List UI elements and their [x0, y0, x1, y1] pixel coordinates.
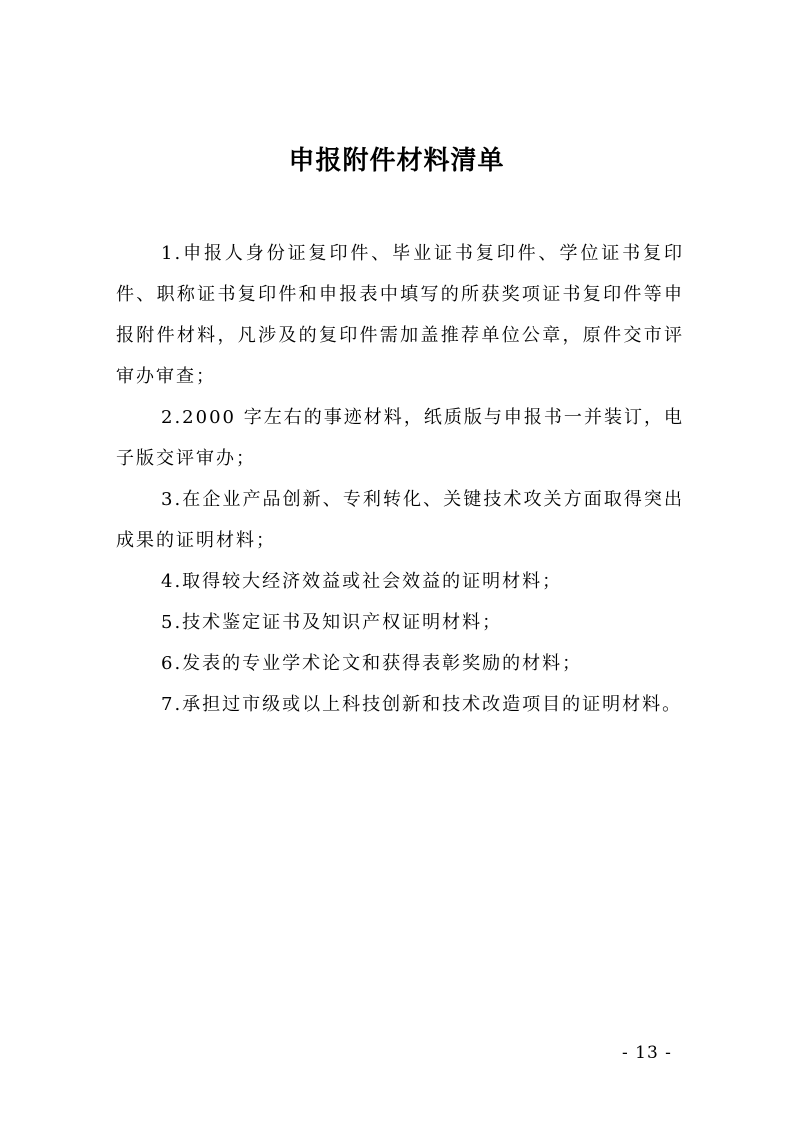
list-item-3: 3.在企业产品创新、专利转化、关键技术攻关方面取得突出成果的证明材料；: [116, 489, 684, 551]
list-item-1: 1.申报人身份证复印件、毕业证书复印件、学位证书复印件、职称证书复印件和申报表中填写的所获奖项证书复印件等申报附件材料，凡涉及的复印件需加盖推荐单位公章，原件交市评审办审查；: [116, 243, 684, 387]
list-item-7: 7.承担过市级或以上科技创新和技术改造项目的证明材料。: [161, 694, 683, 715]
list-item-2: 2.2000 字左右的事迹材料，纸质版与申报书一并装订，电子版交评审办；: [116, 407, 684, 469]
attachment-list: [116, 233, 684, 725]
list-item-4: 4.取得较大经济效益或社会效益的证明材料；: [161, 571, 563, 592]
list-item-5: 5.技术鉴定证书及知识产权证明材料；: [161, 612, 503, 633]
document-title: 申报附件材料清单: [288, 146, 505, 176]
page-number: - 13 -: [622, 1043, 672, 1063]
list-item-6: 6.发表的专业学术论文和获得表彰奖励的材料；: [161, 653, 583, 674]
